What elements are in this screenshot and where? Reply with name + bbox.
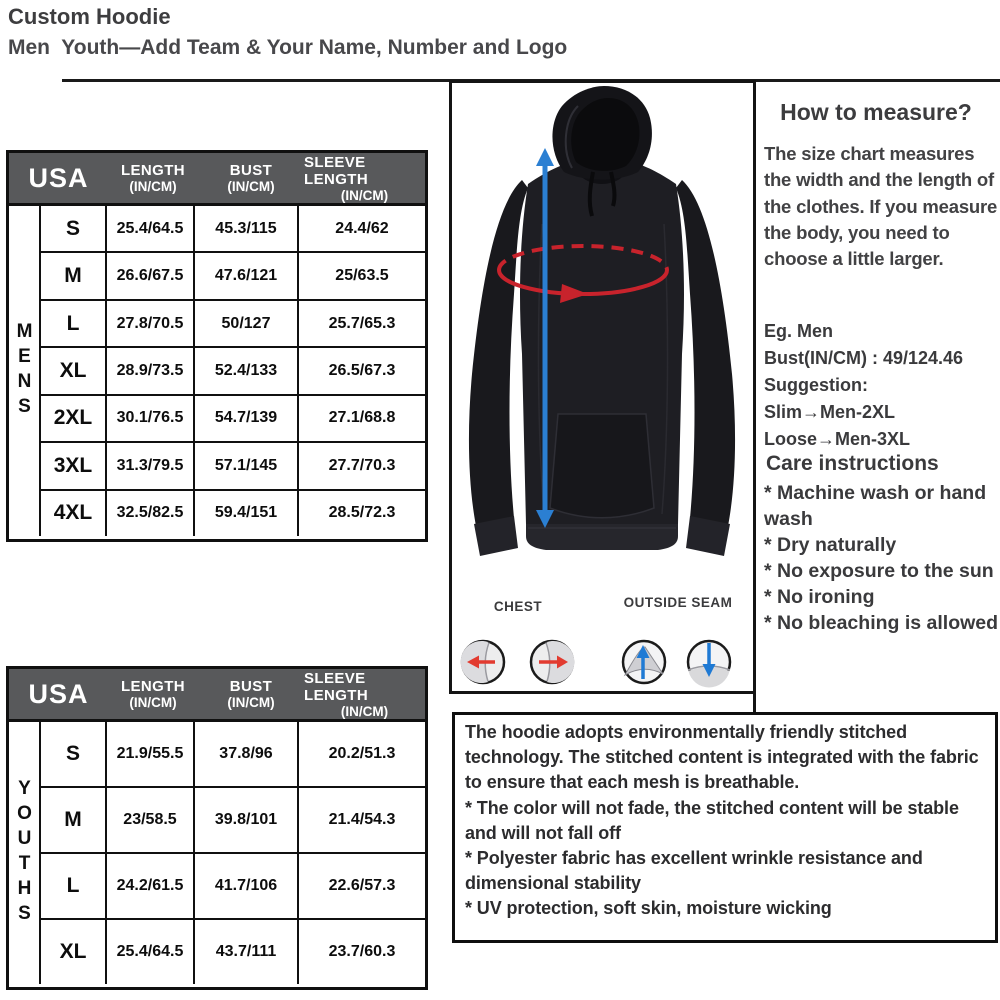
table-row (41, 722, 425, 786)
youths-size-table (6, 666, 428, 990)
panel-divider (753, 692, 756, 713)
measure-icons (455, 634, 745, 690)
care-item: * Dry naturally (764, 533, 897, 556)
example-line: Eg. Men (764, 321, 834, 341)
chest-width-right-icon (531, 641, 574, 683)
size-cell: M (41, 788, 107, 852)
length-cell: 21.9/55.5 (107, 722, 195, 786)
length-cell: 25.4/64.5 (107, 920, 195, 984)
sleeve-cell: 27.7/70.3 (328, 456, 396, 474)
size-cell: XL (41, 920, 107, 984)
care-item: * No bleaching is allowed (764, 611, 999, 634)
description-intro: The hoodie adopts environmentally friendly stitched technology. The stitched content is integrated with the fabric to ensure that each mesh is breathable. (465, 722, 979, 793)
bust-cell: 41.7/106 (195, 854, 299, 918)
column-header-length: LENGTH (IN/CM) (120, 678, 186, 710)
size-cell: L (41, 301, 107, 346)
table-row (41, 918, 425, 984)
mens-size-table (6, 150, 428, 542)
bust-cell: 54.7/139 (195, 396, 299, 441)
size-cell: S (41, 722, 107, 786)
table-row (41, 852, 425, 918)
length-cell: 28.9/73.5 (107, 348, 195, 393)
table-row (41, 299, 425, 346)
how-to-measure-body: The size chart measures the width and the length of the clothes. If you measure the body, you need to choose a little larger. (764, 143, 998, 270)
table-row (41, 786, 425, 852)
length-cell: 32.5/82.5 (107, 491, 195, 536)
column-header-sleeve-length: SLEEVE LENGTH (IN/CM) (304, 669, 389, 719)
length-cell: 24.2/61.5 (107, 854, 195, 918)
hoodie-illustration (452, 84, 754, 590)
example-line: Slim→Men-2XL (764, 402, 896, 422)
mens-table-header (9, 153, 425, 206)
sleeve-cell: 25.7/65.3 (328, 314, 396, 332)
chest-width-left-icon (461, 641, 504, 683)
sleeve-cell: 22.6/57.3 (328, 877, 396, 894)
size-cell: XL (41, 348, 107, 393)
size-cell: L (41, 854, 107, 918)
column-header-sleeve-length: SLEEVE LENGTH (IN/CM) (304, 153, 389, 203)
mens-group-label: MENS (14, 321, 35, 421)
example-line: Loose→Men-3XL (764, 429, 911, 449)
how-to-measure-heading: How to measure? (780, 99, 972, 125)
care-item: * No exposure to the sun (764, 559, 994, 582)
size-cell: S (41, 206, 107, 251)
bust-cell: 37.8/96 (195, 722, 299, 786)
bust-cell: 43.7/111 (195, 920, 299, 984)
youths-group-label: YOUTHS (14, 778, 35, 928)
sleeve-cell: 25/63.5 (335, 267, 389, 285)
sleeve-cell: 24.4/62 (335, 219, 389, 237)
table-row (41, 489, 425, 536)
table-row (41, 346, 425, 393)
bust-cell: 50/127 (195, 301, 299, 346)
sleeve-cell: 26.5/67.3 (328, 361, 396, 379)
bust-cell: 39.8/101 (195, 788, 299, 852)
length-cell: 23/58.5 (107, 788, 195, 852)
product-description-box (452, 712, 998, 943)
column-header-length: LENGTH (IN/CM) (120, 162, 186, 194)
sleeve-cell: 20.2/51.3 (328, 745, 396, 762)
care-item: * Machine wash or hand wash (764, 482, 987, 530)
chest-label: CHEST (493, 599, 543, 614)
bust-cell: 59.4/151 (195, 491, 299, 536)
seam-down-icon (688, 641, 730, 687)
sleeve-cell: 27.1/68.8 (328, 409, 396, 427)
mens-group-cell (9, 206, 41, 536)
example-line: Bust(IN/CM) : 49/124.46 (764, 348, 964, 368)
size-cell: 3XL (41, 443, 107, 488)
size-cell: 4XL (41, 491, 107, 536)
length-cell: 27.8/70.5 (107, 301, 195, 346)
page-subtitle: Men Youth—Add Team & Your Name, Number and Logo (8, 36, 568, 59)
outside-seam-label: OUTSIDE SEAM (623, 595, 733, 610)
description-bullet: * The color will not fade, the stitched content will be stable and will not fall off (465, 797, 959, 843)
table-row (41, 441, 425, 488)
size-cell: 2XL (41, 396, 107, 441)
description-bullet: * Polyester fabric has excellent wrinkle resistance and dimensional stability (465, 847, 923, 894)
table-row (41, 394, 425, 441)
bust-cell: 45.3/115 (195, 206, 299, 251)
column-header-usa: USA (28, 678, 89, 709)
sizing-example (764, 318, 1000, 453)
length-cell: 30.1/76.5 (107, 396, 195, 441)
care-item: * No ironing (764, 585, 875, 608)
page-title: Custom Hoodie (8, 4, 171, 29)
bust-cell: 52.4/133 (195, 348, 299, 393)
sleeve-cell: 21.4/54.3 (328, 811, 396, 828)
sleeve-cell: 28.5/72.3 (328, 504, 396, 522)
table-row (41, 251, 425, 298)
description-bullet: * UV protection, soft skin, moisture wicking (465, 898, 832, 919)
table-row (41, 206, 425, 251)
example-line: Suggestion: (764, 375, 868, 395)
column-header-bust: BUST (IN/CM) (227, 678, 275, 710)
bust-cell: 47.6/121 (195, 253, 299, 298)
length-cell: 25.4/64.5 (107, 206, 195, 251)
size-cell: M (41, 253, 107, 298)
youths-table-header (9, 669, 425, 722)
column-header-bust: BUST (IN/CM) (227, 162, 275, 194)
care-instructions-heading: Care instructions (766, 452, 939, 475)
seam-up-icon (623, 641, 665, 683)
length-cell: 26.6/67.5 (107, 253, 195, 298)
length-cell: 31.3/79.5 (107, 443, 195, 488)
youths-group-cell (9, 722, 41, 984)
bust-cell: 57.1/145 (195, 443, 299, 488)
sleeve-cell: 23.7/60.3 (328, 943, 396, 960)
column-header-usa: USA (28, 162, 89, 193)
care-instructions-list (764, 481, 1000, 637)
